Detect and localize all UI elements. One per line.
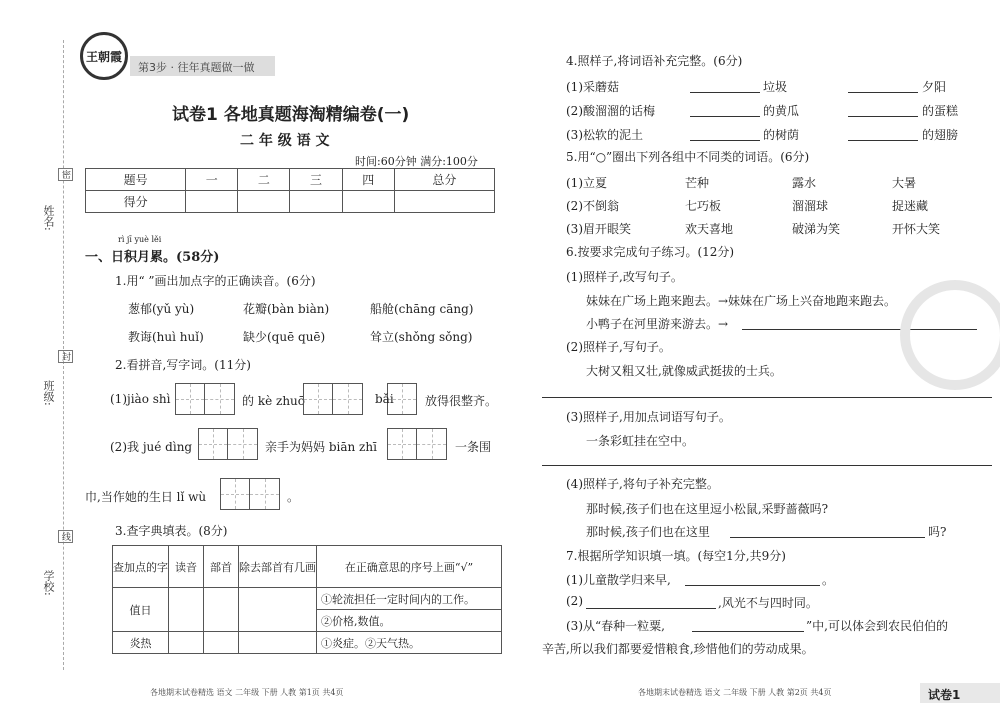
q7-l4: 辛苦,所以我们都要爱惜粮食,珍惜他们的劳动成果。 bbox=[542, 642, 814, 656]
dict-char: 值日 bbox=[113, 588, 169, 632]
q6-s2a: 大树又粗又壮,就像威武挺拔的士兵。 bbox=[586, 364, 782, 378]
dict-header: 读音 bbox=[169, 546, 204, 588]
score-header: 二 bbox=[238, 169, 290, 191]
right-page bbox=[530, 0, 1000, 708]
answer-line[interactable] bbox=[685, 585, 820, 586]
dict-cell[interactable] bbox=[204, 588, 239, 632]
answer-line[interactable] bbox=[692, 631, 804, 632]
score-table bbox=[85, 168, 495, 213]
q5-word[interactable]: 欢天喜地 bbox=[685, 222, 734, 236]
dictionary-table bbox=[112, 545, 502, 654]
q2-line2a: (2)我 jué dìng bbox=[110, 440, 193, 454]
blank-line[interactable] bbox=[848, 140, 918, 141]
q4-word: 的蛋糕 bbox=[922, 104, 959, 118]
q4-word: (2)酸溜溜的话梅 bbox=[566, 104, 655, 118]
q7-text: 7.根据所学知识填一填。(每空1分,共9分) bbox=[566, 549, 786, 563]
q2-line1b: 的 kè zhuō bbox=[242, 394, 306, 408]
q6-s3: (3)照样子,用加点词语写句子。 bbox=[566, 410, 731, 424]
q1-item: 葱郁(yǔ yù) bbox=[128, 302, 195, 316]
q4-word: (1)采蘑菇 bbox=[566, 80, 619, 94]
section1-heading: 一、日积月累。(58分) bbox=[85, 250, 220, 265]
q5-word[interactable]: 开怀大笑 bbox=[892, 222, 941, 236]
logo-text: 王朝霞 bbox=[85, 49, 122, 64]
answer-line[interactable] bbox=[542, 397, 992, 398]
dict-meaning[interactable]: ①轮流担任一定时间内的工作。 bbox=[317, 588, 502, 610]
dict-header: 部首 bbox=[204, 546, 239, 588]
q1-item: 耸立(shǒng sǒng) bbox=[370, 330, 473, 344]
q6-s4c: 吗? bbox=[928, 525, 947, 539]
q7-l2b: ,风光不与四时同。 bbox=[718, 596, 818, 610]
right-footer: 各地期末试卷精选 语文 二年级 下册 人教 第2页 共4页 bbox=[638, 688, 832, 697]
left-footer: 各地期末试卷精选 语文 二年级 下册 人教 第1页 共4页 bbox=[150, 688, 344, 697]
q5-word[interactable]: 溜溜球 bbox=[792, 199, 829, 213]
dict-cell[interactable] bbox=[204, 632, 239, 654]
seal-mark-mi: 密 bbox=[58, 168, 73, 181]
dict-char: 炎热 bbox=[113, 632, 169, 654]
q2-line3a: 巾,当作她的生日 lǐ wù bbox=[85, 490, 207, 504]
q5-word[interactable]: (3)眉开眼笑 bbox=[566, 222, 631, 236]
dict-cell[interactable] bbox=[169, 588, 204, 632]
dict-header: 查加点的字 bbox=[113, 546, 169, 588]
exam-subtitle: 二 年 级 语 文 bbox=[240, 133, 330, 149]
q5-word[interactable]: 捉迷藏 bbox=[892, 199, 929, 213]
q2-line1c: bǎi bbox=[375, 392, 394, 406]
publisher-logo bbox=[80, 32, 128, 80]
score-header: 三 bbox=[290, 169, 342, 191]
watermark-seal bbox=[900, 280, 1000, 390]
answer-line[interactable] bbox=[542, 465, 992, 466]
q6-s1a: 妹妹在广场上跑来跑去。→妹妹在广场上兴奋地跑来跑去。 bbox=[586, 294, 897, 308]
q2-line1d: 放得很整齐。 bbox=[425, 394, 498, 408]
q6-s4: (4)照样子,将句子补充完整。 bbox=[566, 477, 719, 491]
q4-word: (3)松软的泥土 bbox=[566, 128, 643, 142]
blank-line[interactable] bbox=[690, 116, 760, 117]
score-cell[interactable] bbox=[186, 191, 238, 213]
exam-title: 试卷1 各地真题海淘精编卷(一) bbox=[172, 105, 410, 125]
writing-grid[interactable] bbox=[303, 383, 363, 415]
score-cell[interactable] bbox=[394, 191, 494, 213]
seal-mark-feng: 封 bbox=[58, 350, 73, 363]
q1-item: 缺少(quē quē) bbox=[243, 330, 326, 344]
score-header: 题号 bbox=[86, 169, 186, 191]
dict-cell[interactable] bbox=[169, 632, 204, 654]
q6-s1b: 小鸭子在河里游来游去。→ bbox=[586, 317, 729, 331]
class-label: 班级: bbox=[42, 380, 55, 406]
q4-word: 垃圾 bbox=[763, 80, 788, 94]
score-cell[interactable] bbox=[290, 191, 342, 213]
blank-line[interactable] bbox=[848, 116, 918, 117]
q2-line1a: (1)jiào shì bbox=[110, 392, 171, 406]
q6-s4a: 那时候,孩子们也在这里逗小松鼠,采野蔷薇吗? bbox=[586, 502, 829, 516]
q6-s4b: 那时候,孩子们也在这里 bbox=[586, 525, 710, 539]
q7-l3b: ”中,可以体会到农民伯伯的 bbox=[806, 619, 948, 633]
answer-line[interactable] bbox=[586, 608, 716, 609]
dict-header: 在正确意思的序号上画“√” bbox=[317, 546, 502, 588]
q2-line3b: 。 bbox=[287, 490, 300, 504]
q6-text: 6.按要求完成句子练习。(12分) bbox=[566, 245, 735, 259]
q5-word[interactable]: 露水 bbox=[792, 176, 817, 190]
q5-text: 5.用“○”圈出下列各组中不同类的词语。(6分) bbox=[566, 150, 810, 164]
q4-word: 的黄瓜 bbox=[763, 104, 800, 118]
answer-line[interactable] bbox=[730, 537, 925, 538]
q3-text: 3.查字典填表。(8分) bbox=[115, 524, 228, 538]
q6-s1: (1)照样子,改写句子。 bbox=[566, 270, 683, 284]
dict-cell[interactable] bbox=[239, 632, 317, 654]
q1-item: 船舱(chāng cāng) bbox=[370, 302, 474, 316]
q5-word[interactable]: (1)立夏 bbox=[566, 176, 607, 190]
dict-cell[interactable] bbox=[239, 588, 317, 632]
q5-word[interactable]: (2)不倒翁 bbox=[566, 199, 619, 213]
blank-line[interactable] bbox=[848, 92, 918, 93]
q4-word: 的树荫 bbox=[763, 128, 800, 142]
q4-text: 4.照样子,将词语补充完整。(6分) bbox=[566, 54, 743, 68]
score-cell[interactable] bbox=[342, 191, 394, 213]
dict-meaning[interactable]: ①炎症。②天气热。 bbox=[317, 632, 502, 654]
writing-grid[interactable] bbox=[387, 428, 447, 460]
dict-meaning[interactable]: ②价格,数值。 bbox=[317, 610, 502, 632]
blank-line[interactable] bbox=[690, 92, 760, 93]
writing-grid[interactable] bbox=[175, 383, 235, 415]
q1-item: 花瓣(bàn biàn) bbox=[243, 302, 330, 316]
dict-header: 除去部首有几画 bbox=[239, 546, 317, 588]
writing-grid[interactable] bbox=[198, 428, 258, 460]
score-cell[interactable] bbox=[238, 191, 290, 213]
q5-word[interactable]: 七巧板 bbox=[685, 199, 722, 213]
score-header: 一 bbox=[186, 169, 238, 191]
q4-word: 夕阳 bbox=[922, 80, 947, 94]
q5-word[interactable]: 大暑 bbox=[892, 176, 917, 190]
score-header: 四 bbox=[342, 169, 394, 191]
q7-l1b: 。 bbox=[822, 573, 835, 587]
blank-line[interactable] bbox=[690, 140, 760, 141]
score-header: 总分 bbox=[394, 169, 494, 191]
step-banner: 第3步 · 往年真题做一做 bbox=[130, 56, 275, 76]
q7-l1a: (1)儿童散学归来早, bbox=[566, 573, 671, 587]
q1-text: 1.用“ ”画出加点字的正确读音。(6分) bbox=[115, 274, 316, 288]
q7-l3: (3)从“春种一粒粟, bbox=[566, 619, 665, 633]
exam-time: 时间:60分钟 满分:100分 bbox=[355, 155, 478, 168]
exam-tab: 试卷1 bbox=[920, 683, 1000, 703]
writing-grid[interactable] bbox=[220, 478, 280, 510]
name-label: 姓名: bbox=[42, 205, 55, 231]
school-label: 学校: bbox=[42, 570, 55, 596]
q5-word[interactable]: 破涕为笑 bbox=[792, 222, 841, 236]
q6-s2: (2)照样子,写句子。 bbox=[566, 340, 671, 354]
q7-l2a: (2) bbox=[566, 594, 583, 608]
section1-pinyin: rì jī yuè lěi bbox=[118, 235, 162, 244]
q5-word[interactable]: 芒种 bbox=[685, 176, 710, 190]
score-row-label: 得分 bbox=[86, 191, 186, 213]
q6-s3a: 一条彩虹挂在空中。 bbox=[586, 434, 695, 448]
q4-word: 的翅膀 bbox=[922, 128, 959, 142]
q1-item: 教诲(huì huǐ) bbox=[128, 330, 204, 344]
q2-text: 2.看拼音,写字词。(11分) bbox=[115, 358, 251, 372]
seal-mark-xian: 线 bbox=[58, 530, 73, 543]
q2-line2c: 一条围 bbox=[455, 440, 492, 454]
q2-line2b: 亲手为妈妈 biān zhī bbox=[265, 440, 377, 454]
